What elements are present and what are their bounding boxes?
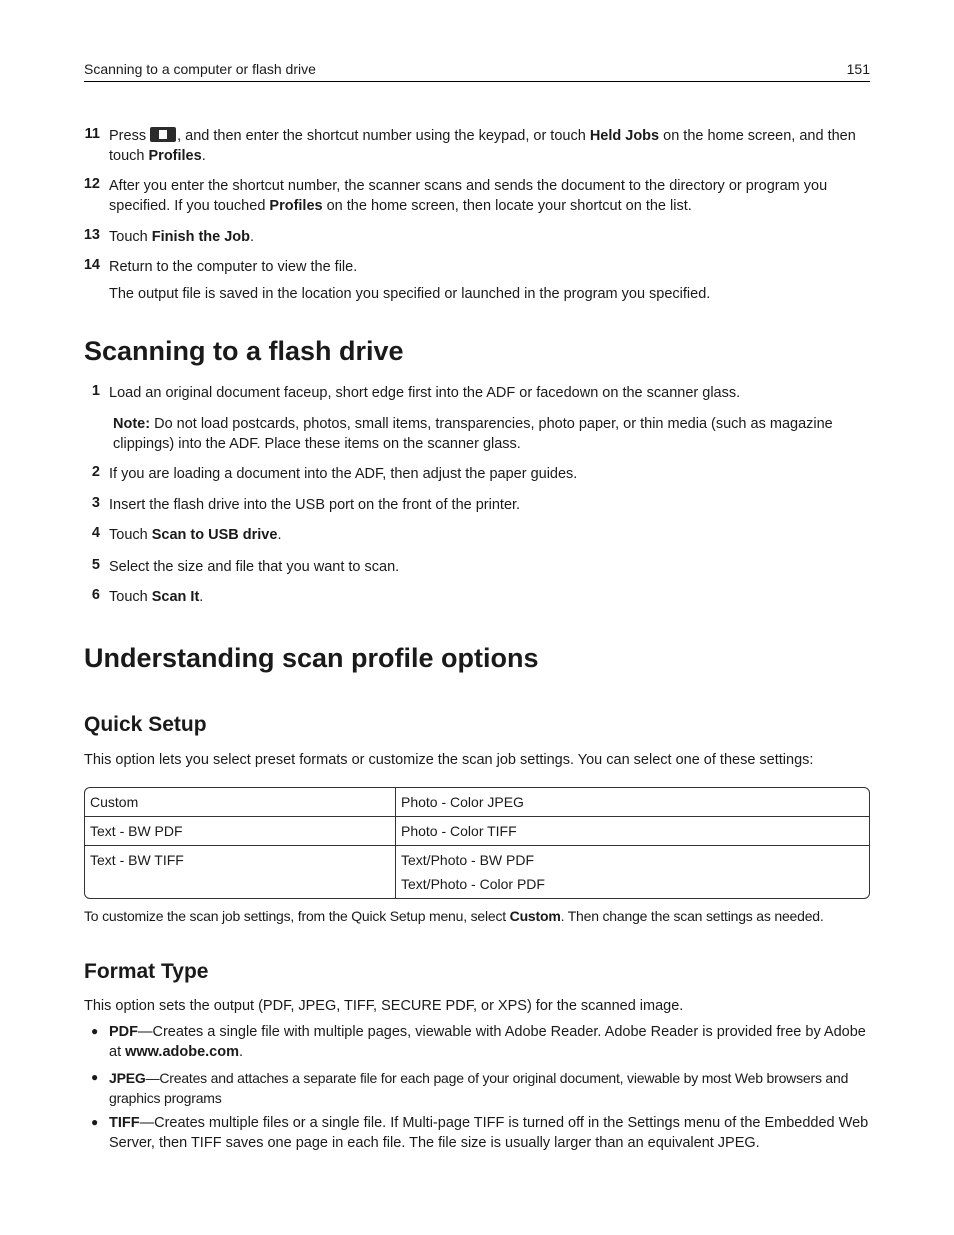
step-number: 3: [91, 495, 100, 511]
running-header: Scanning to a computer or flash drive: [84, 61, 316, 77]
table-cell: Photo - Color JPEG: [396, 788, 869, 817]
paragraph: To customize the scan job settings, from the Quick Setup menu, select Custom. Then change the scan settings as needed.: [84, 908, 824, 924]
step-number: 2: [91, 464, 100, 480]
step-number: 4: [91, 525, 100, 541]
step-text: Touch Scan to USB drive.: [109, 527, 282, 543]
home-key-icon: [150, 127, 176, 142]
step-number: 1: [91, 383, 100, 399]
step-number: 13: [83, 227, 100, 243]
step-text: After you enter the shortcut number, the scanner scans and sends the document to the directory or program you specified. If you touched Profiles on the home screen, then locate your shortcut on the list.: [109, 178, 828, 214]
paragraph: This option sets the output (PDF, JPEG, TIFF, SECURE PDF, or XPS) for the scanned image.: [84, 998, 684, 1014]
header-divider: [84, 81, 870, 82]
step-number: 14: [83, 257, 100, 273]
step-text: Select the size and file that you want to scan.: [109, 559, 400, 575]
bullet-icon: ●: [91, 1070, 99, 1084]
list-item: TIFF—Creates multiple files or a single file. If Multi-page TIFF is turned off in the Settings menu of the Embedded Web Server, then TIFF saves one page in each file. The file size is usually larger than an equivalent JPEG.: [109, 1115, 869, 1151]
table-row: [85, 788, 869, 817]
step-text: Touch Finish the Job.: [109, 229, 255, 245]
list-item: JPEG—Creates and attaches a separate file for each page of your original document, viewable by most Web browsers and graphics programs: [109, 1070, 849, 1106]
page-number: 151: [846, 61, 870, 77]
step-number: 5: [91, 557, 100, 573]
quick-setup-table: [84, 787, 870, 899]
table-cell: Text - BW TIFF: [85, 846, 396, 898]
section-heading: Understanding scan profile options: [84, 643, 539, 673]
table-cell: Custom: [85, 788, 396, 817]
paragraph: This option lets you select preset formats or customize the scan job settings. You can select one of these settings:: [84, 752, 814, 768]
table-cell: Text - BW PDF: [85, 817, 396, 846]
section-heading: Scanning to a flash drive: [84, 336, 404, 366]
step-text: Load an original document faceup, short edge first into the ADF or facedown on the scanner glass.: [109, 385, 741, 401]
table-row: [85, 817, 869, 846]
step-text: Touch Scan It.: [109, 589, 204, 605]
table-cell: [396, 846, 869, 898]
subsection-heading: Quick Setup: [84, 713, 207, 736]
table-cell: Photo - Color TIFF: [396, 817, 869, 846]
step-note: The output file is saved in the location you specified or launched in the program you specified.: [109, 286, 711, 302]
step-number: 6: [91, 587, 100, 603]
link[interactable]: www.adobe.com: [125, 1044, 239, 1060]
cell-line: Text/Photo - BW PDF: [401, 852, 535, 868]
step-number: 12: [83, 176, 100, 192]
subsection-heading: Format Type: [84, 960, 209, 983]
note-block: Note: Do not load postcards, photos, small items, transparencies, photo paper, or thin media (such as magazine clippings) into the ADF. Place these items on the scanner glass.: [113, 416, 833, 452]
step-text: If you are loading a document into the ADF, then adjust the paper guides.: [109, 466, 578, 482]
table-row: [85, 846, 869, 898]
step-text: Return to the computer to view the file.: [109, 259, 358, 275]
cell-line: Text/Photo - Color PDF: [401, 876, 545, 892]
step-number: 11: [84, 126, 100, 142]
step-text: Press , and then enter the shortcut number using the keypad, or touch Held Jobs on the home screen, and then touch Profiles.: [109, 128, 856, 164]
step-text: Insert the flash drive into the USB port on the front of the printer.: [109, 497, 521, 513]
list-item: PDF—Creates a single file with multiple pages, viewable with Adobe Reader. Adobe Reader is provided free by Adobe at www.adobe.com.: [109, 1024, 866, 1060]
bullet-icon: ●: [91, 1024, 99, 1038]
bullet-icon: ●: [91, 1115, 99, 1129]
